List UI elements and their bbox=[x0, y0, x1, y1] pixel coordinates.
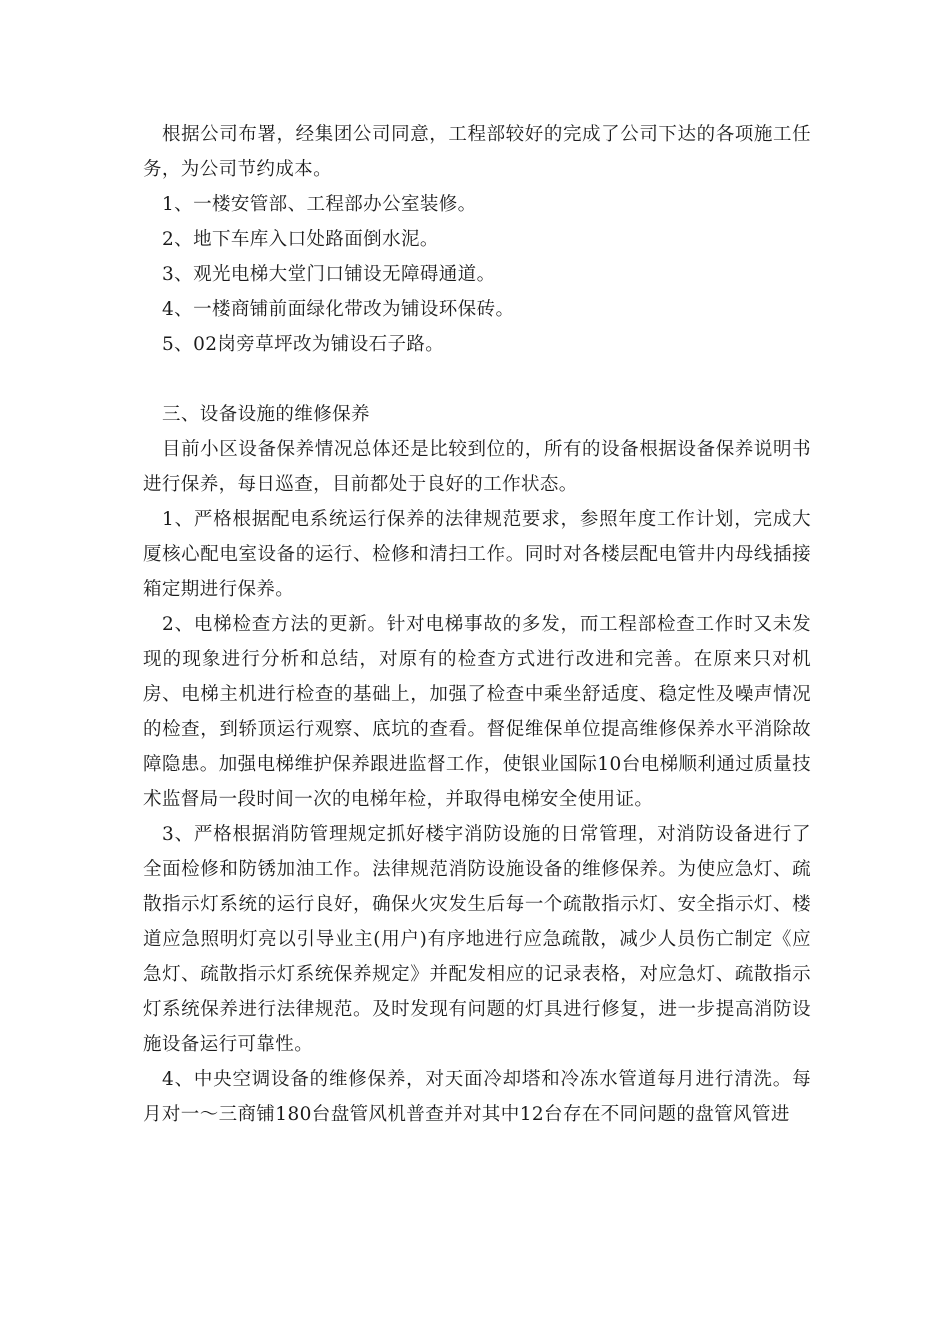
body-paragraph: 4、中央空调设备的维修保养，对天面冷却塔和冷冻水管道每月进行清洗。每月对一～三商铺180台盘管风机普查并对其中12台存在不同问题的盘管风管进 bbox=[143, 1069, 811, 1125]
document-body bbox=[143, 117, 811, 1132]
list-item: 1、一楼安管部、工程部办公室装修。 bbox=[162, 194, 477, 215]
blank-line bbox=[143, 362, 811, 397]
body-paragraph: 3、严格根据消防管理规定抓好楼宇消防设施的日常管理，对消防设备进行了全面检修和防锈加油工作。法律规范消防设施设备的维修保养。为使应急灯、疏散指示灯系统的运行良好，确保火灾发生后每一个疏散指示灯、安全指示灯、楼道应急照明灯亮以引导业主(用户)有序地进行应急疏散，减少人员伤亡制定《应急灯、疏散指示灯系统保养规定》并配发相应的记录表格，对应急灯、疏散指示灯系统保养进行法律规范。及时发现有问题的灯具进行修复，进一步提高消防设施设备运行可靠性。 bbox=[143, 824, 811, 1055]
list-item: 5、02岗旁草坪改为铺设石子路。 bbox=[162, 334, 445, 355]
list-item: 3、观光电梯大堂门口铺设无障碍通道。 bbox=[162, 264, 496, 285]
body-paragraph: 2、电梯检查方法的更新。针对电梯事故的多发，而工程部检查工作时又未发现的现象进行分析和总结，对原有的检查方式进行改进和完善。在原来只对机房、电梯主机进行检查的基础上，加强了检查中乘坐舒适度、稳定性及噪声情况的检查，到轿顶运行观察、底坑的查看。督促维保单位提高维修保养水平消除故障隐患。加强电梯维护保养跟进监督工作，使银业国际10台电梯顺利通过质量技术监督局一段时间一次的电梯年检，并取得电梯安全使用证。 bbox=[143, 614, 811, 810]
body-paragraph: 目前小区设备保养情况总体还是比较到位的，所有的设备根据设备保养说明书进行保养，每日巡查，目前都处于良好的工作状态。 bbox=[143, 439, 811, 495]
section-heading: 三、设备设施的维修保养 bbox=[162, 404, 370, 425]
list-item: 4、一楼商铺前面绿化带改为铺设环保砖。 bbox=[162, 299, 515, 320]
body-paragraph: 1、严格根据配电系统运行保养的法律规范要求，参照年度工作计划，完成大厦核心配电室设备的运行、检修和清扫工作。同时对各楼层配电管井内母线插接箱定期进行保养。 bbox=[143, 509, 811, 600]
list-item: 2、地下车库入口处路面倒水泥。 bbox=[162, 229, 439, 250]
intro-paragraph: 根据公司布署，经集团公司同意，工程部较好的完成了公司下达的各项施工任务，为公司节约成本。 bbox=[143, 124, 811, 180]
